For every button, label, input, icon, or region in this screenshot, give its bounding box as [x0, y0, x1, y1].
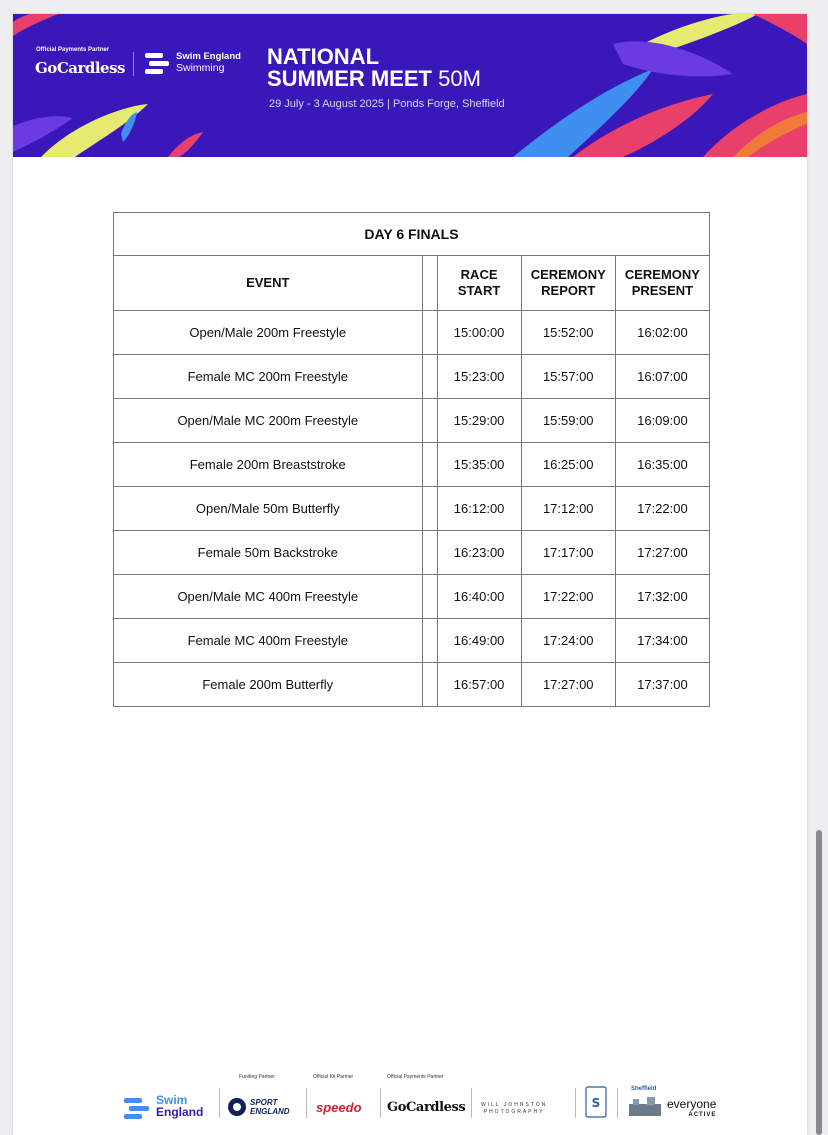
cell-event: Female 200m Butterfly [114, 663, 423, 707]
table-row [114, 487, 710, 531]
cell-race-start: 16:57:00 [437, 663, 521, 707]
gocardless-footer-logo: GoCardless [387, 1100, 466, 1115]
cell-ceremony-present: 17:32:00 [615, 575, 709, 619]
org-sub: Swimming [176, 62, 225, 74]
cell-ceremony-present: 17:27:00 [615, 531, 709, 575]
cell-ceremony-present: 16:02:00 [615, 311, 709, 355]
cell-race-start: 16:40:00 [437, 575, 521, 619]
speedo-logo: speedo [316, 1100, 362, 1115]
finals-table [113, 212, 710, 707]
meet-title-light: 50M [438, 66, 481, 91]
cell-ceremony-report: 17:22:00 [521, 575, 615, 619]
cell-ceremony-present: 16:35:00 [615, 443, 709, 487]
funding-label: Funding Partner [239, 1074, 275, 1080]
cell-spacer [422, 487, 437, 531]
sheffield-logo: Sheffield [631, 1086, 657, 1092]
vertical-scrollbar[interactable] [816, 830, 822, 1135]
footer-divider [219, 1088, 220, 1118]
cell-ceremony-report: 15:52:00 [521, 311, 615, 355]
cell-spacer [422, 355, 437, 399]
cell-race-start: 15:35:00 [437, 443, 521, 487]
meet-title-line1: NATIONAL [267, 44, 380, 69]
table-row [114, 619, 710, 663]
col-race-start: RACE START [437, 256, 521, 311]
event-banner [13, 14, 807, 157]
meet-title-line2 [267, 68, 481, 90]
cell-ceremony-present: 16:07:00 [615, 355, 709, 399]
document-page [13, 14, 807, 1135]
table-row [114, 575, 710, 619]
cell-spacer [422, 663, 437, 707]
cell-event: Female 200m Breaststroke [114, 443, 423, 487]
photography-logo: WILL JOHNSTON PHOTOGRAPHY [481, 1102, 548, 1115]
footer-divider [471, 1088, 472, 1118]
cell-spacer [422, 531, 437, 575]
meet-title [267, 46, 481, 90]
cell-ceremony-report: 15:59:00 [521, 399, 615, 443]
sheffield-badge-icon [585, 1086, 607, 1118]
cell-ceremony-report: 15:57:00 [521, 355, 615, 399]
col-event: EVENT [114, 256, 423, 311]
org-name: Swim England [176, 51, 241, 62]
meet-subtitle: 29 July - 3 August 2025 | Ponds Forge, Sheffield [269, 98, 505, 110]
meet-title-bold: SUMMER MEET [267, 66, 432, 91]
col-ceremony-report: CEREMONY REPORT [521, 256, 615, 311]
cell-spacer [422, 311, 437, 355]
cell-spacer [422, 443, 437, 487]
cell-ceremony-present: 17:37:00 [615, 663, 709, 707]
cell-ceremony-present: 17:22:00 [615, 487, 709, 531]
footer-divider [380, 1088, 381, 1118]
cell-spacer [422, 575, 437, 619]
footer-divider [306, 1088, 307, 1118]
table-row [114, 443, 710, 487]
table-row [114, 355, 710, 399]
cell-race-start: 15:00:00 [437, 311, 521, 355]
swim-england-logo: Swim England [156, 1093, 204, 1119]
swim-england-footer-icon [123, 1096, 153, 1122]
sheffield-skyline-icon [629, 1096, 661, 1116]
cell-race-start: 15:23:00 [437, 355, 521, 399]
table-row [114, 663, 710, 707]
cell-race-start: 15:29:00 [437, 399, 521, 443]
sport-england-icon [227, 1096, 247, 1118]
cell-race-start: 16:49:00 [437, 619, 521, 663]
cell-ceremony-report: 17:12:00 [521, 487, 615, 531]
cell-ceremony-report: 17:17:00 [521, 531, 615, 575]
cell-race-start: 16:12:00 [437, 487, 521, 531]
cell-ceremony-report: 16:25:00 [521, 443, 615, 487]
cell-race-start: 16:23:00 [437, 531, 521, 575]
table-row [114, 399, 710, 443]
kit-label: Official Kit Partner [313, 1074, 354, 1080]
sport-england-logo: SPORT ENGLAND [250, 1098, 290, 1116]
cell-event: Open/Male 200m Freestyle [114, 311, 423, 355]
cell-event: Female MC 400m Freestyle [114, 619, 423, 663]
cell-ceremony-report: 17:27:00 [521, 663, 615, 707]
cell-ceremony-report: 17:24:00 [521, 619, 615, 663]
col-ceremony-present: CEREMONY PRESENT [615, 256, 709, 311]
partner-label: Official Payments Partner [36, 47, 110, 53]
footer-divider [617, 1088, 618, 1118]
everyone-active-logo: everyone ACTIVE [667, 1097, 717, 1118]
sponsor-footer [13, 1072, 807, 1122]
table-row [114, 311, 710, 355]
logo-divider [133, 52, 134, 76]
cell-event: Female 50m Backstroke [114, 531, 423, 575]
footer-divider [575, 1088, 576, 1118]
cell-event: Female MC 200m Freestyle [114, 355, 423, 399]
cell-ceremony-present: 16:09:00 [615, 399, 709, 443]
swim-england-icon [143, 51, 171, 77]
cell-ceremony-present: 17:34:00 [615, 619, 709, 663]
gocardless-logo: GoCardless [35, 59, 125, 77]
cell-event: Open/Male MC 200m Freestyle [114, 399, 423, 443]
cell-spacer [422, 399, 437, 443]
svg-text:S: S [591, 1096, 601, 1110]
table-row [114, 531, 710, 575]
col-spacer [422, 256, 437, 311]
cell-event: Open/Male MC 400m Freestyle [114, 575, 423, 619]
table-title: DAY 6 FINALS [114, 213, 710, 256]
cell-event: Open/Male 50m Butterfly [114, 487, 423, 531]
table-header-row [114, 256, 710, 311]
cell-spacer [422, 619, 437, 663]
payments-label: Official Payments Partner [387, 1074, 444, 1080]
